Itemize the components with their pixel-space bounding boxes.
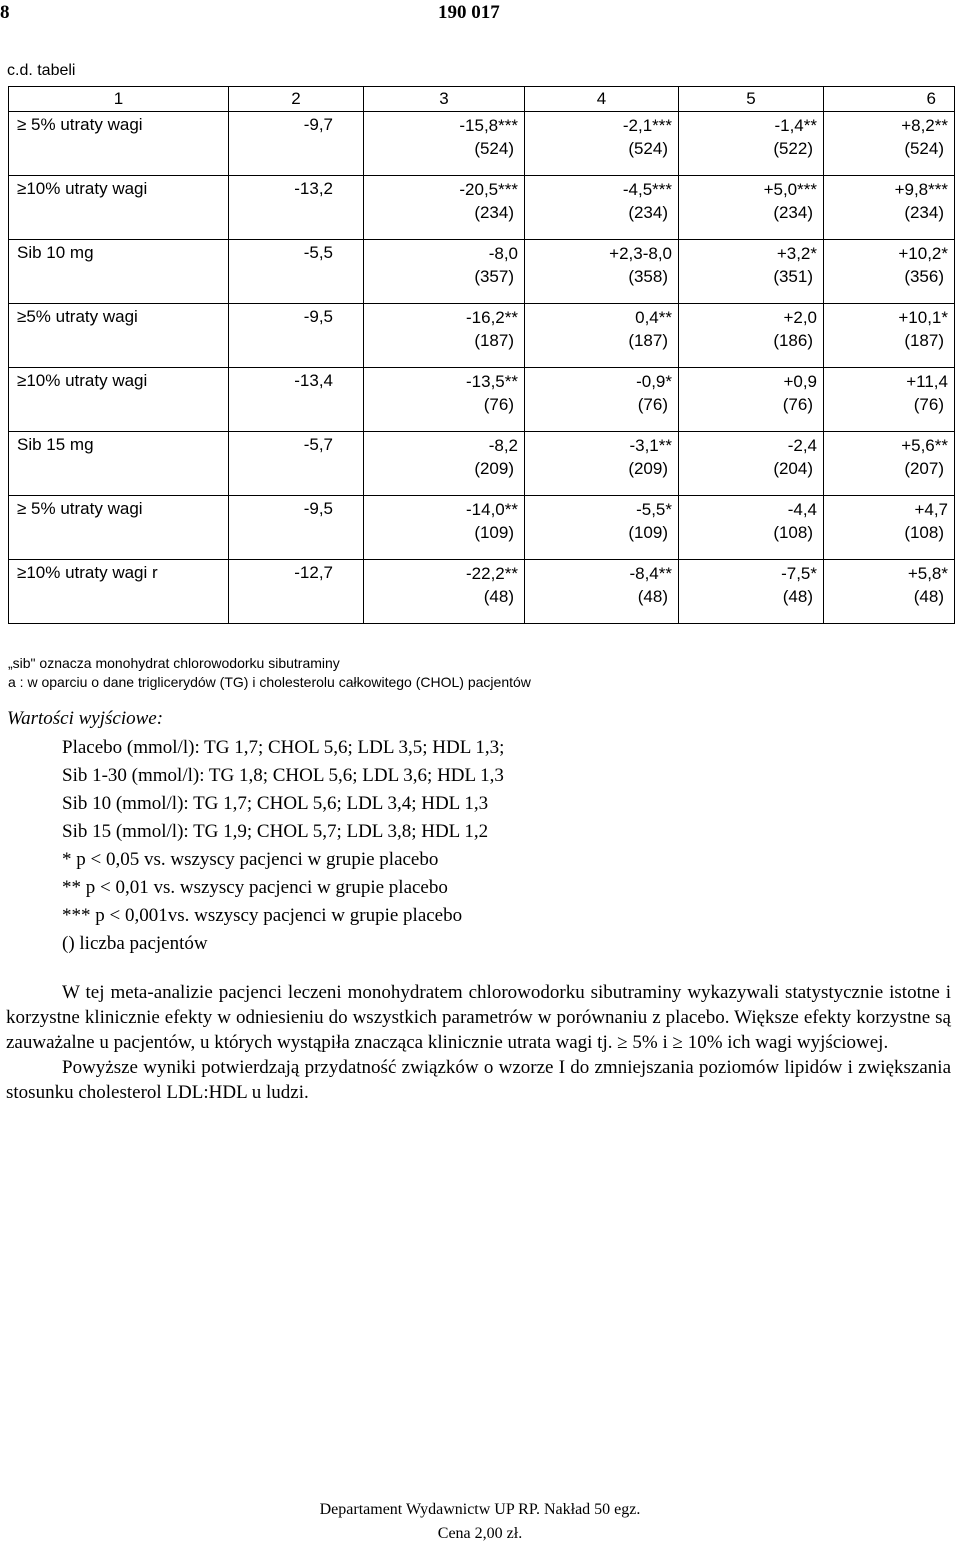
patient-count: (351) [773,267,813,286]
table-body [9,112,955,624]
table-row [9,432,955,496]
value-cell [679,304,824,368]
value-cell [364,240,525,304]
column-header: 5 [679,87,824,112]
patient-count: (356) [904,267,944,286]
baseline-line: Sib 10 (mmol/l): TG 1,7; CHOL 5,6; LDL 3,4; HDL 1,3 [62,793,489,814]
patient-count: (358) [628,267,668,286]
patient-count: (187) [474,331,514,350]
value-cell [824,304,955,368]
change-value: +10,1* [898,308,948,327]
baseline-list [62,734,504,958]
placebo-value: -5,5 [229,240,364,304]
patient-count-note: () liczba pacjentów [62,933,208,954]
table-row [9,368,955,432]
value-cell [525,304,679,368]
patient-count: (187) [904,331,944,350]
column-header: 2 [229,87,364,112]
patient-count: (234) [474,203,514,222]
change-value: +9,8*** [894,180,948,199]
patient-count: (76) [782,395,813,414]
value-cell [364,496,525,560]
value-cell [679,176,824,240]
publisher-line: Departament Wydawnictw UP RP. Nakład 50 egz. [319,1501,641,1518]
value-cell [679,112,824,176]
value-cell [364,432,525,496]
patient-count: (234) [773,203,813,222]
table-row [9,560,955,624]
change-value: -0,9* [636,372,672,391]
change-value: 0,4** [635,308,672,327]
patient-count: (357) [474,267,514,286]
row-label: ≥10% utraty wagi [9,176,229,240]
change-value: -15,8*** [459,116,518,135]
change-value: -2,4 [787,436,817,455]
significance-note: *** p < 0,001vs. wszyscy pacjenci w grupie placebo [62,905,463,926]
change-value: -22,2** [466,564,518,583]
value-cell [824,240,955,304]
page-number: 8 [0,2,10,23]
price-line: Cena 2,00 zł. [437,1525,523,1542]
patient-count: (186) [773,331,813,350]
page-header [0,2,960,32]
change-value: +11,4 [906,372,948,391]
change-value: +5,8* [907,564,948,583]
patient-count: (108) [773,523,813,542]
value-cell [364,304,525,368]
patient-count: (76) [637,395,668,414]
row-label: ≥10% utraty wagi r [9,560,229,624]
row-label: ≥5% utraty wagi [9,304,229,368]
table-row [9,176,955,240]
patient-count: (234) [628,203,668,222]
placebo-value: -13,4 [229,368,364,432]
change-value: -4,4 [787,500,817,519]
row-label: Sib 10 mg [9,240,229,304]
results-table [8,86,955,624]
placebo-value: -5,7 [229,432,364,496]
placebo-value: -12,7 [229,560,364,624]
patient-count: (209) [474,459,514,478]
page-footer [0,1498,960,1546]
patient-count: (187) [628,331,668,350]
footnote-a: a : w oparciu o dane triglicerydów (TG) i cholesterolu całkowitego (CHOL) pacjentów [8,674,531,690]
value-cell [364,112,525,176]
table-header-row [9,87,955,112]
change-value: +2,3-8,0 [609,244,672,263]
change-value: -20,5*** [459,180,518,199]
change-value: +0,9 [783,372,817,391]
baseline-line: Sib 15 (mmol/l): TG 1,9; CHOL 5,7; LDL 3,8; HDL 1,2 [62,821,489,842]
value-cell [525,368,679,432]
value-cell [364,368,525,432]
baseline-line: Sib 1-30 (mmol/l): TG 1,8; CHOL 5,6; LDL 3,6; HDL 1,3 [62,765,504,786]
value-cell [824,368,955,432]
table-caption: c.d. tabeli [7,62,76,79]
change-value: -14,0** [466,500,518,519]
value-cell [824,560,955,624]
patient-count: (48) [637,587,668,606]
document-number: 190 017 [438,2,500,23]
table-row [9,240,955,304]
placebo-value: -13,2 [229,176,364,240]
change-value: +10,2* [898,244,948,263]
change-value: +8,2** [901,116,948,135]
patient-count: (109) [474,523,514,542]
patient-count: (48) [483,587,514,606]
change-value: -2,1*** [622,116,672,135]
body-text [6,980,951,1105]
change-value: -8,2 [488,436,518,455]
patient-count: (108) [904,523,944,542]
value-cell [679,432,824,496]
table-row [9,496,955,560]
footnote-sib: „sib" oznacza monohydrat chlorowodorku sibutraminy [8,655,340,671]
row-label: Sib 15 mg [9,432,229,496]
baseline-line: Placebo (mmol/l): TG 1,7; CHOL 5,6; LDL 3,5; HDL 1,3; [62,737,505,758]
value-cell [364,560,525,624]
change-value: -4,5*** [622,180,672,199]
table-row [9,304,955,368]
value-cell [824,176,955,240]
baseline-title: Wartości wyjściowe: [7,708,164,729]
patient-count: (76) [913,395,944,414]
change-value: -5,5* [636,500,672,519]
value-cell [824,496,955,560]
patient-count: (207) [904,459,944,478]
row-label: ≥ 5% utraty wagi [9,496,229,560]
change-value: -3,1** [629,436,672,455]
significance-note: ** p < 0,01 vs. wszyscy pacjenci w grupie placebo [62,877,448,898]
value-cell [364,176,525,240]
significance-note: * p < 0,05 vs. wszyscy pacjenci w grupie placebo [62,849,439,870]
change-value: -16,2** [466,308,518,327]
row-label: ≥ 5% utraty wagi [9,112,229,176]
change-value: +3,2* [776,244,817,263]
patient-count: (204) [773,459,813,478]
body-paragraph: Powyższe wyniki potwierdzają przydatność związków o wzorze I do zmniejszania poziomów lipidów i zwiększania stosunku cholesterol LDL:HDL u ludzi. [6,1057,951,1103]
value-cell [679,240,824,304]
patient-count: (524) [628,139,668,158]
change-value: -13,5** [466,372,518,391]
patient-count: (48) [913,587,944,606]
column-header: 4 [525,87,679,112]
patient-count: (76) [483,395,514,414]
change-value: +4,7 [914,500,948,519]
change-value: +2,0 [783,308,817,327]
value-cell [525,496,679,560]
patient-count: (109) [628,523,668,542]
placebo-value: -9,5 [229,496,364,560]
table-footnotes [8,654,531,692]
value-cell [525,240,679,304]
value-cell [824,432,955,496]
patient-count: (524) [474,139,514,158]
value-cell [525,112,679,176]
row-label: ≥10% utraty wagi [9,368,229,432]
body-paragraph: W tej meta-analizie pacjenci leczeni monohydratem chlorowodorku sibutraminy wykazywali statystycznie istotne i korzystne klinicznie efekty w odniesieniu do wszystkich parametrów w porównaniu z placebo. Większe efekty korzystne są zauważalne u pacjentów, u których wystąpiła znacząca klinicznie utrata wagi tj. ≥ 5% i ≥ 10% ich wagi wyjściowej. [6,982,951,1053]
value-cell [525,432,679,496]
value-cell [679,560,824,624]
value-cell [824,112,955,176]
value-cell [679,368,824,432]
change-value: -8,0 [488,244,518,263]
value-cell [525,176,679,240]
patient-count: (209) [628,459,668,478]
change-value: -7,5* [781,564,817,583]
change-value: +5,0*** [763,180,817,199]
table-row [9,112,955,176]
value-cell [525,560,679,624]
placebo-value: -9,5 [229,304,364,368]
column-header: 1 [9,87,229,112]
value-cell [679,496,824,560]
patient-count: (524) [904,139,944,158]
patient-count: (522) [773,139,813,158]
patient-count: (48) [782,587,813,606]
change-value: -1,4** [774,116,817,135]
placebo-value: -9,7 [229,112,364,176]
change-value: -8,4** [629,564,672,583]
column-header: 3 [364,87,525,112]
patient-count: (234) [904,203,944,222]
change-value: +5,6** [901,436,948,455]
column-header: 6 [824,87,955,112]
